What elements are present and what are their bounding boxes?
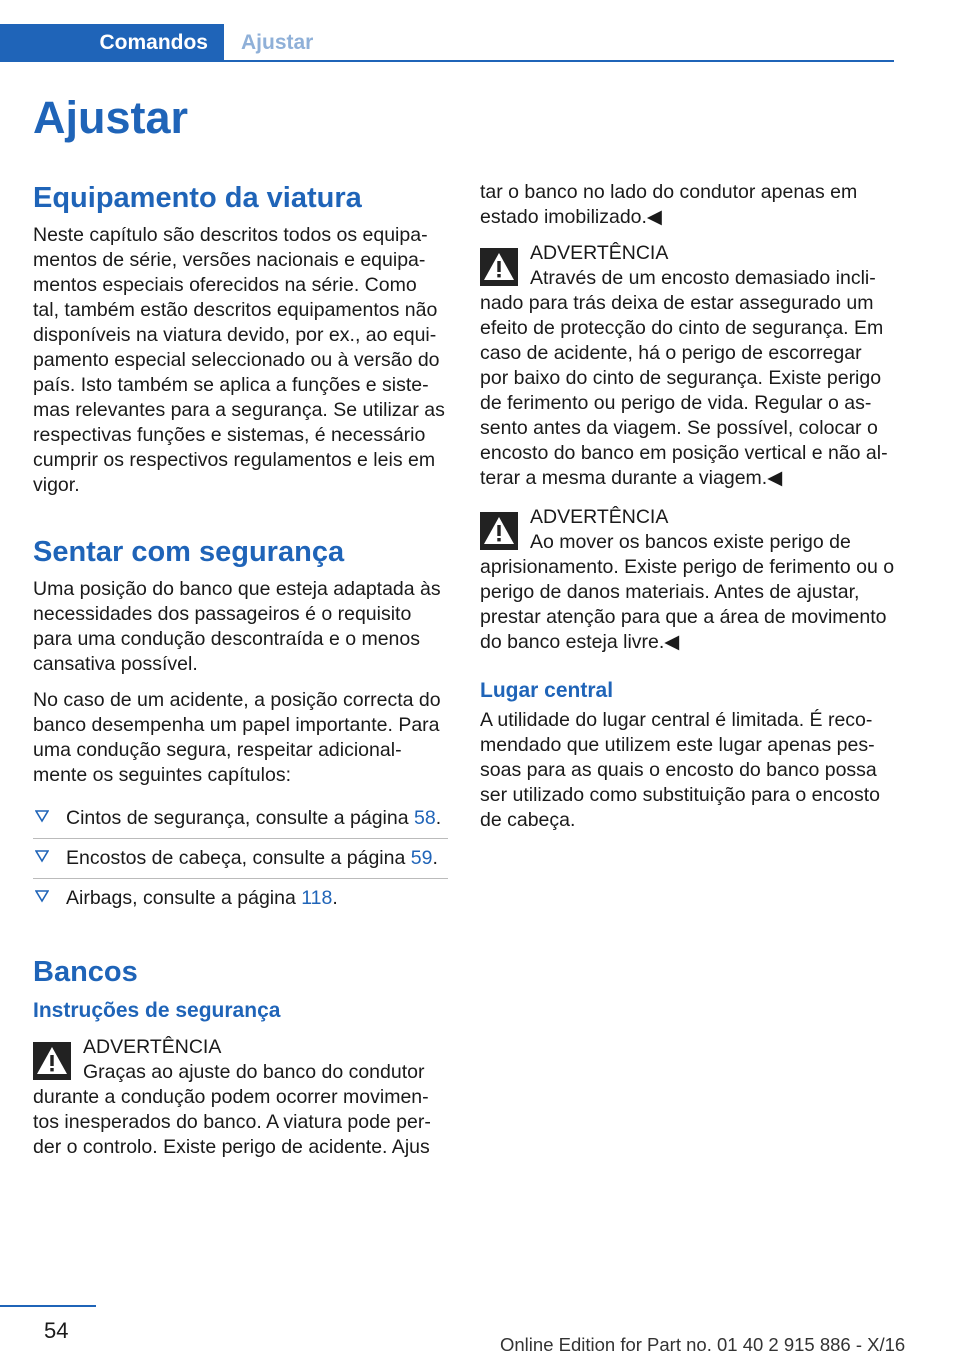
list-item-text: Airbags, consulte a página (66, 887, 302, 909)
triangle-bullet-icon (35, 889, 49, 903)
list-item-text: Encostos de cabeça, consulte a página (66, 847, 411, 869)
equipment-paragraph: Neste capítulo são descritos todos os equipamentos de série, versões nacionais e equipamentos especiais oferecidos na série. Como tal, também estão descritos equipamentos não disponíveis na viatura devido, por ex., ao equipamento especial seleccionado ou à versão do país. Isto também se aplica a funções e sistemas relevantes para a segurança. Se utilizar as respectivas funções e sistemas, é necessário cumprir os respectivos regulamentos e leis em vigor. (33, 224, 445, 496)
list-item-end: . (432, 847, 438, 869)
page-link-118[interactable]: 118 (301, 887, 333, 909)
warning-text: Através de um encosto demasiado inclinado para trás deixa de estar assegurado um efeito de protecção do cinto de segurança. Em caso de acidente, há o perigo de escorregar por baixo do cinto de segurança. Existe perigo de ferimento ou perigo de vida. Regular o assento antes da viagem. Se possível, colocar o encosto do banco em posição vertical e não alterar a mesma durante a viagem.◀ (480, 267, 888, 489)
heading-bancos: Bancos (33, 956, 138, 988)
heading-lugar-central: Lugar central (480, 679, 614, 702)
warning-icon (33, 1042, 71, 1080)
page-link-59[interactable]: 59 (410, 847, 433, 869)
sitting-paragraph-2: No caso de um acidente, a posição correcta do banco desempenha um papel importante. Para uma condução segura, respeitar adicionalmente os seguintes capítulos: (33, 689, 441, 786)
header-tabs (0, 24, 894, 62)
sitting-paragraph-1: Uma posição do banco que esteja adaptada às necessidades dos passageiros é o requisito para uma condução descontraída e o menos cansativa possível. (33, 578, 441, 675)
triangle-bullet-icon (35, 849, 49, 863)
list-item-text: Cintos de segurança, consulte a página (66, 807, 414, 829)
warning-label: ADVERTÊNCIA (83, 1036, 222, 1058)
list-item (33, 878, 448, 918)
header-rule (224, 60, 894, 62)
tab-ajustar-label: Ajustar (241, 31, 314, 54)
warning-block-2 (480, 241, 895, 491)
chapter-list (33, 799, 448, 918)
list-item-end: . (435, 807, 442, 829)
list-item (33, 799, 448, 838)
warning-label: ADVERTÊNCIA (530, 242, 669, 264)
edition-note: Online Edition for Part no. 01 40 2 915 886 - X/16 (500, 1334, 906, 1355)
warning-text: Ao mover os bancos existe perigo de aprisionamento. Existe perigo de ferimento ou o perigo de danos materiais. Antes de ajustar, prestar atenção para que a área de movimento do banco esteja livre.◀ (480, 531, 895, 653)
list-item-end: . (332, 887, 338, 909)
center-seat-paragraph: A utilidade do lugar central é limitada. É recomendado que utilizem este lugar apenas pessoas para as quais o encosto do banco possa ser utilizado como substituição para o encosto de cabeça. (480, 709, 880, 831)
tab-comandos[interactable] (0, 24, 224, 62)
page-title: Ajustar (33, 92, 189, 143)
warning-label: ADVERTÊNCIA (530, 506, 669, 528)
list-item (33, 838, 448, 878)
tab-comandos-label: Comandos (99, 31, 208, 54)
warning-block-3 (480, 505, 895, 655)
right-column (480, 180, 895, 844)
page-number: 54 (44, 1318, 69, 1343)
tab-ajustar[interactable] (224, 24, 313, 62)
warning-icon (480, 248, 518, 286)
warning-icon (480, 512, 518, 550)
triangle-bullet-icon (35, 809, 49, 823)
footer-rule (0, 1305, 96, 1307)
warning-1-continuation: tar o banco no lado do condutor apenas em estado imobilizado.◀ (480, 181, 858, 228)
warning-text: Graças ao ajuste do banco do condutor durante a condução podem ocorrer movimentos inesperados do banco. A viatura pode perder o controlo. Existe perigo de acidente. Ajus (33, 1061, 431, 1158)
heading-equipamento: Equipamento da viatura (33, 182, 362, 214)
heading-instrucoes: Instruções de segurança (33, 999, 281, 1022)
left-column (33, 180, 448, 1174)
warning-block-1 (33, 1035, 448, 1160)
page-link-58[interactable]: 58 (413, 807, 436, 829)
heading-sentar: Sentar com segurança (33, 536, 345, 568)
